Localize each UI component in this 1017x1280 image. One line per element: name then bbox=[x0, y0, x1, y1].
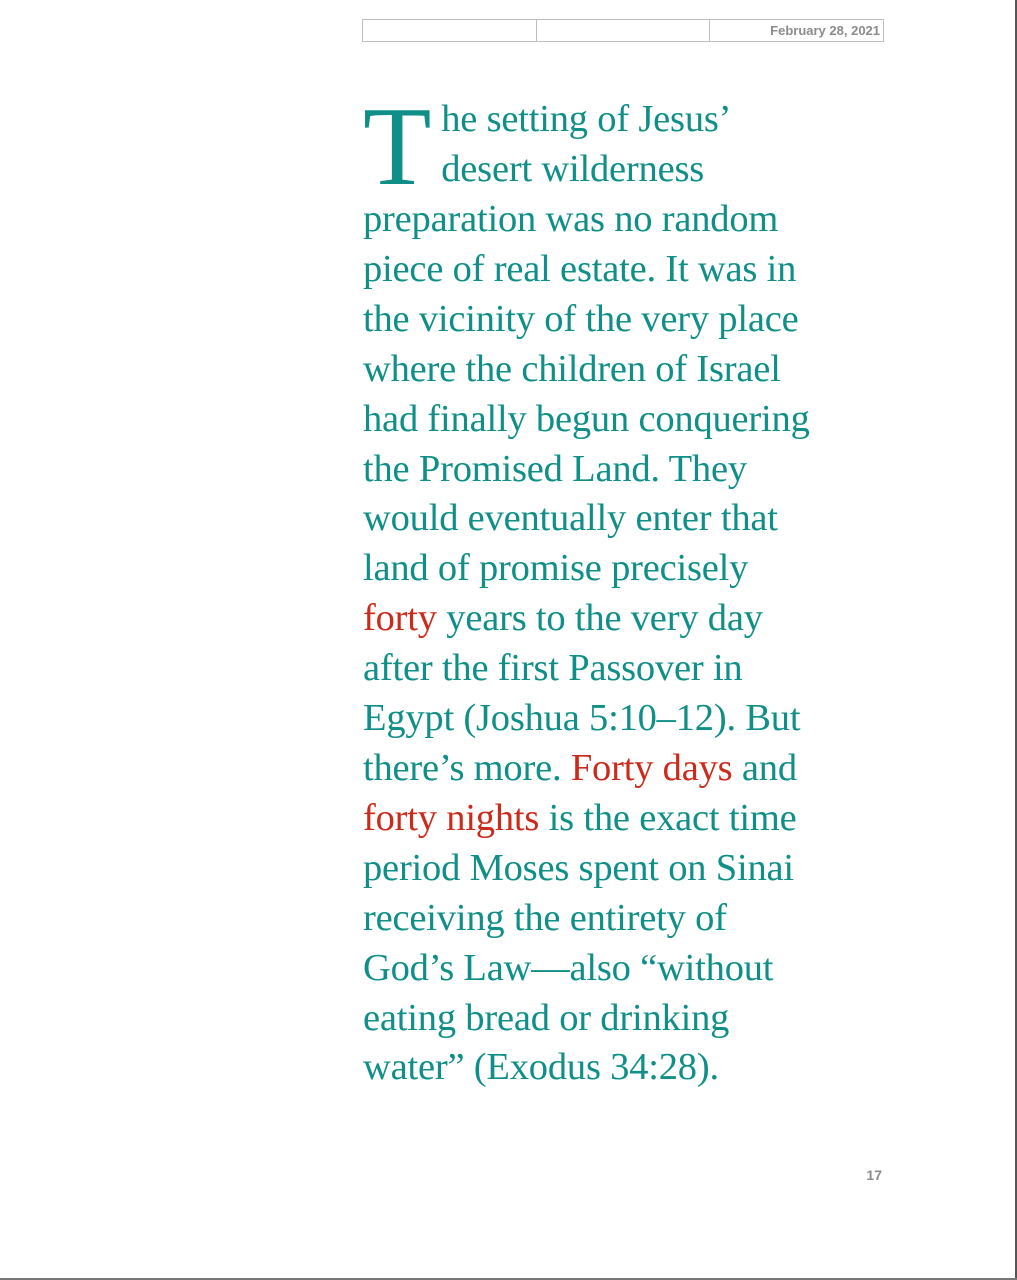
page-number: 17 bbox=[866, 1167, 882, 1183]
article-body bbox=[363, 85, 883, 1093]
text-line: after the first Passover in bbox=[363, 647, 743, 690]
highlight-forty: forty bbox=[363, 597, 437, 640]
text-fragment: and bbox=[732, 746, 797, 789]
text-line: period Moses spent on Sinai bbox=[363, 846, 794, 889]
text-line bbox=[363, 594, 883, 644]
header-date: February 28, 2021 bbox=[770, 23, 881, 38]
header-cell-1 bbox=[363, 20, 537, 41]
text-fragment: years to the very day bbox=[436, 597, 763, 640]
text-line: receiving the entirety of bbox=[363, 896, 727, 939]
text-line: preparation was no random bbox=[363, 198, 779, 240]
text-line: he setting of Jesus’ bbox=[441, 98, 732, 140]
text-line bbox=[363, 744, 883, 794]
highlight-forty-nights: forty nights bbox=[363, 796, 540, 839]
highlight-forty-days: Forty days bbox=[570, 746, 733, 789]
text-fragment: is the exact time bbox=[539, 796, 797, 839]
text-line bbox=[363, 794, 883, 844]
text-line: land of promise precisely bbox=[363, 547, 749, 590]
text-line: desert wilderness bbox=[441, 147, 705, 190]
text-line: water” (Exodus 34:28). bbox=[363, 1046, 719, 1089]
text-fragment: there’s more. bbox=[363, 746, 571, 789]
text-line: where the children of Israel bbox=[363, 347, 781, 390]
text-line: the vicinity of the very place bbox=[363, 297, 799, 340]
drop-cap: T bbox=[363, 85, 432, 209]
text-line: the Promised Land. They bbox=[363, 447, 747, 490]
text-line: God’s Law—also “without bbox=[363, 946, 774, 989]
text-line: had finally begun conquering bbox=[363, 397, 810, 440]
header-table bbox=[362, 19, 884, 42]
text-line: eating bread or drinking bbox=[363, 996, 730, 1039]
text-line: Egypt (Joshua 5:10–12). But bbox=[363, 697, 801, 740]
text-line: piece of real estate. It was in bbox=[363, 247, 797, 290]
text-line: would eventually enter that bbox=[363, 497, 778, 540]
header-cell-2 bbox=[537, 20, 711, 41]
